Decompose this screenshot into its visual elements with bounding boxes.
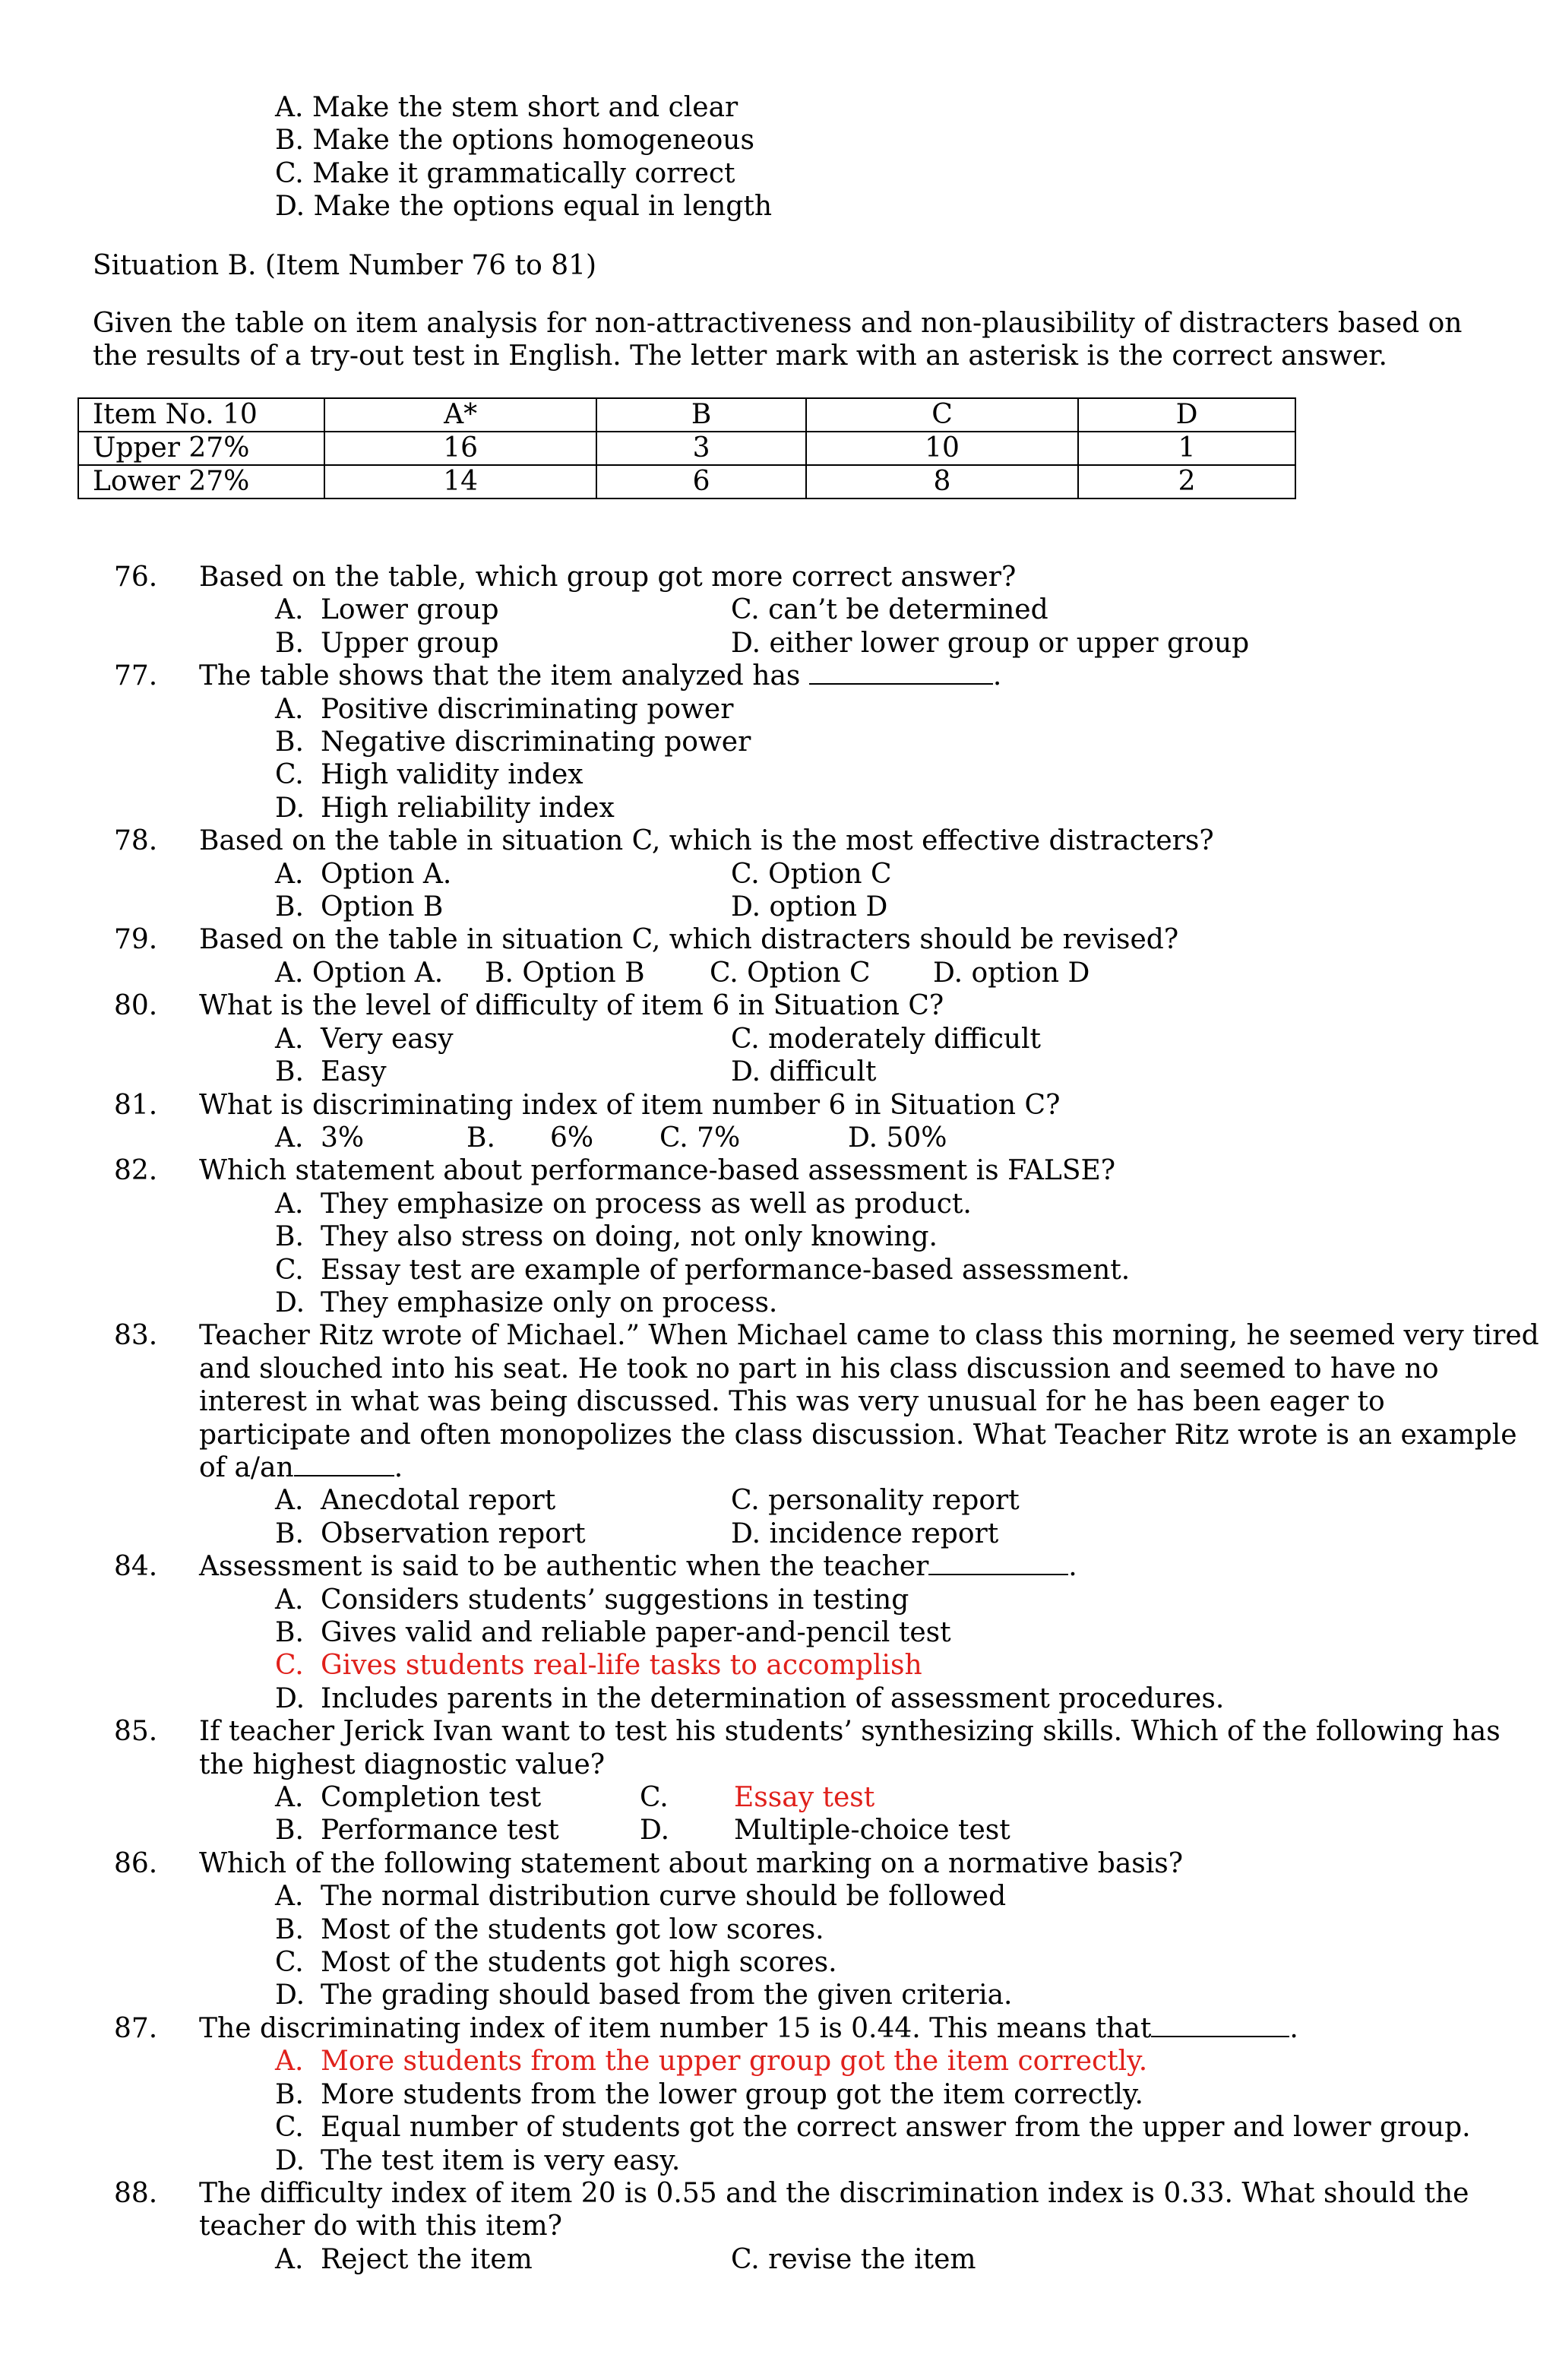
question-text: What is the level of difficulty of item 6 in Situation C? bbox=[199, 990, 944, 1022]
table-header-cell: D bbox=[1078, 398, 1295, 432]
question-text-line: the highest diagnostic value? bbox=[199, 1749, 606, 1780]
option-text: More students from the lower group got the item correctly. bbox=[321, 2078, 1143, 2110]
option-letter: C. bbox=[275, 1254, 304, 1286]
option-a bbox=[0, 1584, 1556, 1616]
option-letter: D. bbox=[640, 1815, 670, 1847]
question-stem: The discriminating index of item number 15 is 0.44. This means that bbox=[199, 2012, 1152, 2044]
option-letter: D. bbox=[275, 1287, 305, 1318]
table-cell: 14 bbox=[324, 465, 596, 498]
question-stem: of a/an bbox=[199, 1451, 294, 1483]
situation-description bbox=[93, 307, 1463, 373]
question-end: . bbox=[394, 1451, 403, 1483]
table-cell: 8 bbox=[806, 465, 1078, 498]
question-text: Which of the following statement about marking on a normative basis? bbox=[199, 1847, 1184, 1879]
option-text: Completion test bbox=[321, 1782, 542, 1814]
option-text: They also stress on doing, not only knowing. bbox=[321, 1221, 938, 1253]
table-row bbox=[78, 465, 1295, 498]
option-letter: A. bbox=[275, 1881, 304, 1913]
option-letter: D. bbox=[275, 2144, 305, 2176]
option-b bbox=[0, 726, 1556, 758]
question-end: . bbox=[1289, 2012, 1298, 2044]
table-cell: 3 bbox=[596, 432, 806, 465]
option-b bbox=[0, 2078, 1556, 2111]
option-letter: A. bbox=[275, 2046, 304, 2078]
option-row bbox=[0, 1484, 1556, 1517]
question-number: 84. bbox=[114, 1551, 158, 1583]
option-b bbox=[0, 1913, 1556, 1946]
question-end: . bbox=[1068, 1551, 1077, 1583]
option-letter: B. bbox=[275, 1518, 304, 1549]
question-text: Which statement about performance-based assessment is FALSE? bbox=[199, 1155, 1116, 1187]
question-86 bbox=[114, 1847, 1556, 1880]
question-text-line: Teacher Ritz wrote of Michael.” When Michael came to class this morning, he seemed very tired bbox=[199, 1320, 1539, 1352]
question-text-line: teacher do with this item? bbox=[199, 2211, 562, 2242]
option-text: Anecdotal report bbox=[321, 1485, 556, 1517]
option-text: High reliability index bbox=[321, 792, 615, 824]
option-text: Positive discriminating power bbox=[321, 693, 734, 725]
option-c bbox=[0, 2111, 1556, 2144]
option-letter: A. bbox=[275, 1584, 304, 1616]
option-text: B. Option B bbox=[485, 957, 645, 989]
option-text: Most of the students got high scores. bbox=[321, 1947, 837, 1979]
option-text: C. moderately difficult bbox=[731, 1023, 1042, 1055]
question-text-line: interest in what was being discussed. This was very unusual for he has been eager to bbox=[199, 1386, 1385, 1418]
option-text: Essay test are example of performance-based assessment. bbox=[321, 1254, 1131, 1286]
question-text bbox=[199, 1550, 1556, 1583]
option-letter: A. bbox=[275, 594, 304, 626]
question-number: 77. bbox=[114, 660, 158, 692]
option-text: The test item is very easy. bbox=[321, 2144, 681, 2176]
option-text: D. option D bbox=[933, 957, 1090, 989]
option-row bbox=[0, 1518, 1556, 1550]
option-d: D. Make the options equal in length bbox=[275, 191, 773, 223]
questions bbox=[0, 561, 1556, 2276]
option-text: Easy bbox=[321, 1056, 387, 1088]
option-letter: C. bbox=[275, 1947, 304, 1979]
table-cell: 10 bbox=[806, 432, 1078, 465]
option-letter: C. bbox=[275, 759, 304, 791]
option-b: B. Make the options homogeneous bbox=[275, 125, 754, 157]
question-77 bbox=[114, 660, 1556, 692]
option-row bbox=[0, 1023, 1556, 1055]
option-a bbox=[0, 1188, 1556, 1220]
answer-blank bbox=[1151, 2013, 1289, 2037]
option-row bbox=[0, 627, 1556, 660]
question-87 bbox=[114, 2012, 1556, 2045]
option-c bbox=[0, 1254, 1556, 1287]
option-row bbox=[0, 1814, 1556, 1847]
option-text: Most of the students got low scores. bbox=[321, 1913, 824, 1945]
option-letter: B. bbox=[275, 2078, 304, 2110]
top-options bbox=[0, 91, 772, 223]
option-a bbox=[0, 693, 1556, 726]
question-82 bbox=[114, 1154, 1556, 1187]
option-letter: C. bbox=[640, 1782, 669, 1814]
option-d bbox=[0, 2144, 1556, 2177]
option-text: D. either lower group or upper group bbox=[731, 627, 1250, 659]
question-number: 85. bbox=[114, 1716, 158, 1748]
option-letter: B. bbox=[275, 726, 304, 758]
option-text: The grading should based from the given criteria. bbox=[321, 1980, 1013, 2011]
option-c bbox=[0, 758, 1556, 791]
question-81 bbox=[114, 1089, 1556, 1122]
option-text: Option A. bbox=[321, 858, 452, 890]
option-text: Gives students real-life tasks to accomplish bbox=[321, 1650, 922, 1682]
question-88 bbox=[114, 2177, 1556, 2243]
option-letter: B. bbox=[275, 1815, 304, 1847]
option-text: The normal distribution curve should be followed bbox=[321, 1881, 1007, 1913]
option-text: Upper group bbox=[321, 627, 499, 659]
question-text-line bbox=[199, 1451, 1556, 1484]
item-analysis-table bbox=[77, 397, 1296, 499]
option-text-correct: Essay test bbox=[734, 1782, 875, 1814]
option-b bbox=[0, 1616, 1556, 1649]
option-d bbox=[0, 792, 1556, 824]
question-text: Based on the table in situation C, which is the most effective distracters? bbox=[199, 825, 1214, 857]
question-79 bbox=[114, 923, 1556, 956]
option-row bbox=[0, 1122, 1556, 1154]
option-text: Very easy bbox=[321, 1023, 454, 1055]
option-text: Gives valid and reliable paper-and-pencil test bbox=[321, 1617, 951, 1648]
table-cell: Lower 27% bbox=[78, 465, 324, 498]
question-number: 76. bbox=[114, 562, 158, 593]
question-number: 78. bbox=[114, 825, 158, 857]
option-text: High validity index bbox=[321, 759, 584, 791]
option-a-correct bbox=[0, 2045, 1556, 2078]
question-text: Based on the table, which group got more correct answer? bbox=[199, 562, 1017, 593]
table-header-cell: C bbox=[806, 398, 1078, 432]
option-a: A. Make the stem short and clear bbox=[275, 92, 738, 123]
question-83 bbox=[114, 1319, 1556, 1484]
option-text: Equal number of students got the correct answer from the upper and lower group. bbox=[321, 2112, 1471, 2144]
option-text: D. 50% bbox=[848, 1122, 947, 1154]
option-letter: A. bbox=[275, 1122, 304, 1154]
option-letter: A. bbox=[275, 693, 304, 725]
option-letter: A. bbox=[275, 1188, 304, 1220]
table-header-cell: B bbox=[596, 398, 806, 432]
question-number: 87. bbox=[114, 2012, 158, 2044]
option-text: C. personality report bbox=[731, 1485, 1020, 1517]
situation-title: Situation B. (Item Number 76 to 81) bbox=[93, 250, 597, 281]
option-row bbox=[0, 2243, 1556, 2276]
question-number: 82. bbox=[114, 1155, 158, 1187]
table-cell: 16 bbox=[324, 432, 596, 465]
option-c-correct bbox=[0, 1649, 1556, 1682]
option-text: Considers students’ suggestions in testing bbox=[321, 1584, 909, 1616]
table-cell: 1 bbox=[1078, 432, 1295, 465]
option-text: C. 7% bbox=[659, 1122, 741, 1154]
option-letter: D. bbox=[275, 1682, 305, 1714]
option-b bbox=[0, 1220, 1556, 1253]
table-cell: Upper 27% bbox=[78, 432, 324, 465]
option-text: Lower group bbox=[321, 594, 499, 626]
option-letter: D. bbox=[275, 792, 305, 824]
question-text bbox=[199, 2012, 1556, 2045]
option-d bbox=[0, 1979, 1556, 2011]
option-letter: D. bbox=[275, 1980, 305, 2011]
question-text-line: and slouched into his seat. He took no part in his class discussion and seemed to have no bbox=[199, 1353, 1439, 1385]
situation-desc-line-2: the results of a try-out test in English. The letter mark with an asterisk is the correct answer. bbox=[93, 340, 1387, 372]
question-number: 80. bbox=[114, 990, 158, 1022]
table-header-row bbox=[78, 398, 1295, 432]
option-text: More students from the upper group got the item correctly. bbox=[321, 2046, 1148, 2078]
option-text: Performance test bbox=[321, 1815, 559, 1847]
table-cell: 2 bbox=[1078, 465, 1295, 498]
answer-blank bbox=[928, 1551, 1068, 1575]
question-text-line: The difficulty index of item 20 is 0.55 and the discrimination index is 0.33. What should the bbox=[199, 2177, 1469, 2209]
option-letter: C. bbox=[275, 1650, 304, 1682]
option-letter: A. bbox=[275, 858, 304, 890]
option-letter: B. bbox=[466, 1122, 495, 1154]
option-text: They emphasize only on process. bbox=[321, 1287, 778, 1318]
option-a bbox=[0, 1880, 1556, 1913]
answer-blank bbox=[809, 660, 993, 685]
option-row bbox=[0, 891, 1556, 923]
option-text: Observation report bbox=[321, 1518, 586, 1549]
option-row bbox=[0, 1781, 1556, 1814]
option-letter: B. bbox=[275, 627, 304, 659]
option-row bbox=[0, 1055, 1556, 1088]
answer-blank bbox=[294, 1452, 394, 1476]
option-letter: B. bbox=[275, 1913, 304, 1945]
option-row bbox=[0, 957, 1556, 989]
option-letter: A. bbox=[275, 1782, 304, 1814]
option-text: They emphasize on process as well as product. bbox=[321, 1188, 972, 1220]
option-text: Multiple-choice test bbox=[734, 1815, 1010, 1847]
option-text: Option B bbox=[321, 891, 444, 923]
option-text: D. option D bbox=[731, 891, 888, 923]
option-row bbox=[0, 858, 1556, 891]
option-text: Negative discriminating power bbox=[321, 726, 751, 758]
option-text: C. can’t be determined bbox=[731, 594, 1048, 626]
question-end: . bbox=[992, 660, 1002, 692]
option-text: Includes parents in the determination of assessment procedures. bbox=[321, 1682, 1225, 1714]
situation-desc-line-1: Given the table on item analysis for non-attractiveness and non-plausibility of distracters based on bbox=[93, 308, 1463, 339]
option-c bbox=[0, 1946, 1556, 1979]
option-d bbox=[0, 1287, 1556, 1319]
question-76 bbox=[114, 561, 1556, 593]
option-letter: C. bbox=[275, 2112, 304, 2144]
question-text bbox=[199, 660, 1556, 692]
question-text: What is discriminating index of item number 6 in Situation C? bbox=[199, 1089, 1061, 1121]
option-letter: B. bbox=[275, 1221, 304, 1253]
question-stem: Assessment is said to be authentic when the teacher bbox=[199, 1551, 929, 1583]
question-78 bbox=[114, 824, 1556, 857]
option-text: A. Option A. bbox=[275, 957, 444, 989]
option-text: 6% bbox=[550, 1122, 594, 1154]
option-text: D. incidence report bbox=[731, 1518, 999, 1549]
question-text: Based on the table in situation C, which distracters should be revised? bbox=[199, 924, 1179, 956]
question-85 bbox=[114, 1715, 1556, 1781]
option-letter: A. bbox=[275, 1485, 304, 1517]
option-text: D. difficult bbox=[731, 1056, 877, 1088]
option-text: Reject the item bbox=[321, 2243, 533, 2275]
option-text: C. Option C bbox=[731, 858, 892, 890]
table-row bbox=[78, 432, 1295, 465]
option-d bbox=[0, 1682, 1556, 1715]
table-header-cell: A* bbox=[324, 398, 596, 432]
option-letter: A. bbox=[275, 2243, 304, 2275]
option-letter: B. bbox=[275, 891, 304, 923]
question-84 bbox=[114, 1550, 1556, 1583]
question-number: 86. bbox=[114, 1847, 158, 1879]
option-row bbox=[0, 593, 1556, 626]
question-text-line: If teacher Jerick Ivan want to test his students’ synthesizing skills. Which of the following has bbox=[199, 1716, 1501, 1748]
question-text-line: participate and often monopolizes the class discussion. What Teacher Ritz wrote is an example bbox=[199, 1419, 1517, 1451]
question-number: 81. bbox=[114, 1089, 158, 1121]
option-letter: B. bbox=[275, 1056, 304, 1088]
option-text: 3% bbox=[321, 1122, 365, 1154]
question-number: 79. bbox=[114, 924, 158, 956]
question-number: 88. bbox=[114, 2177, 158, 2209]
option-c: C. Make it grammatically correct bbox=[275, 157, 735, 189]
question-number: 83. bbox=[114, 1320, 158, 1352]
table-header-cell: Item No. 10 bbox=[78, 398, 324, 432]
table-cell: 6 bbox=[596, 465, 806, 498]
option-letter: A. bbox=[275, 1023, 304, 1055]
option-text: C. revise the item bbox=[731, 2243, 976, 2275]
option-letter: B. bbox=[275, 1617, 304, 1648]
question-stem: The table shows that the item analyzed has bbox=[199, 660, 801, 692]
question-80 bbox=[114, 989, 1556, 1022]
option-text: C. Option C bbox=[710, 957, 871, 989]
